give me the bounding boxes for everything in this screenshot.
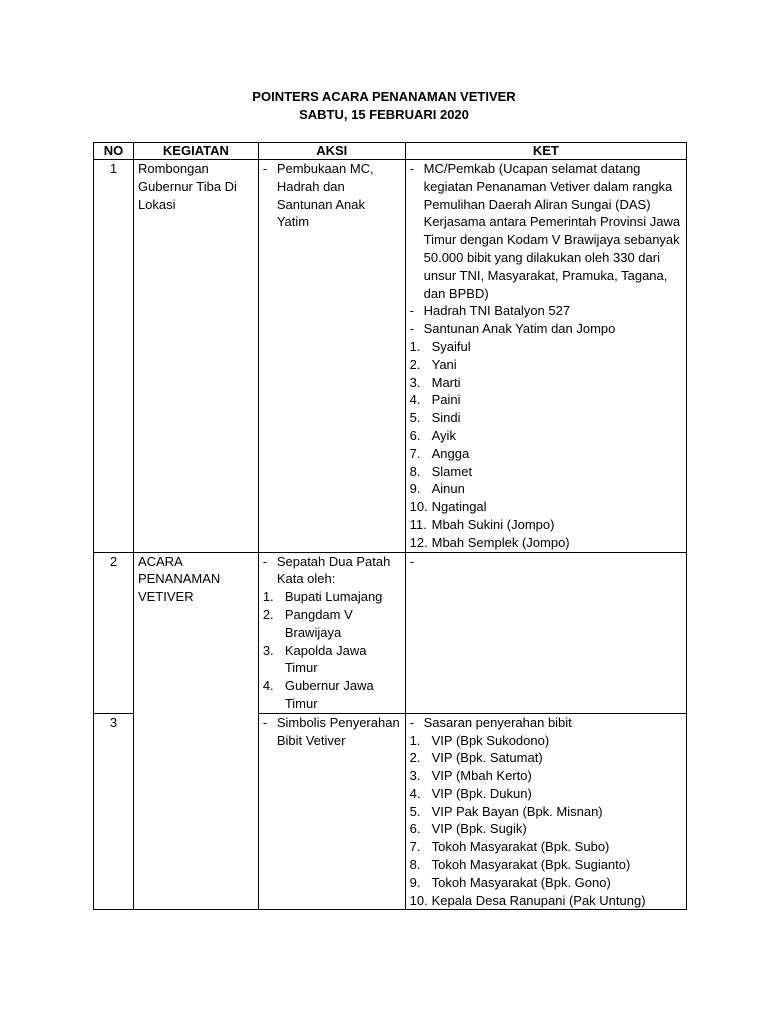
aksi-item (263, 160, 401, 231)
document-title: POINTERS ACARA PENANAMAN VETIVER (252, 89, 516, 104)
ket-item (410, 534, 682, 552)
table-header-row (94, 143, 687, 160)
ket-text: Mbah Sukini (Jompo) (431, 516, 555, 532)
header-ket: KET (405, 143, 686, 160)
cell-no: 3 (94, 713, 134, 910)
cell-aksi (258, 713, 405, 910)
ket-item (410, 803, 682, 821)
list-marker: - (409, 714, 414, 730)
list-marker: 5. (409, 410, 421, 426)
header-no: NO (94, 143, 134, 160)
aksi-item (263, 714, 401, 750)
cell-ket (405, 713, 686, 910)
document-date: SABTU, 15 FEBRUARI 2020 (299, 107, 469, 122)
cell-no: 2 (94, 552, 134, 713)
ket-text: VIP (Bpk Sukodono) (431, 732, 550, 748)
list-marker: 7. (409, 839, 421, 855)
cell-aksi (258, 552, 405, 713)
ket-item (410, 714, 682, 732)
list-marker: 1. (409, 338, 421, 354)
list-marker: 1. (409, 732, 421, 748)
list-marker: 6. (409, 821, 421, 837)
aksi-text: Simbolis Penyerahan Bibit Vetiver (276, 714, 400, 748)
list-marker: 11. (409, 516, 427, 532)
ket-item (410, 302, 682, 320)
ket-text: Sasaran penyerahan bibit (423, 714, 572, 730)
list-marker: - (262, 714, 268, 730)
ket-item (410, 409, 682, 427)
list-marker: 8. (409, 857, 421, 873)
list-marker: 10. (409, 499, 428, 515)
ket-text: Santunan Anak Yatim dan Jompo (423, 321, 616, 337)
ket-text: VIP (Bpk. Sugik) (431, 821, 527, 837)
list-marker: 3. (409, 374, 421, 390)
ket-item (410, 480, 682, 498)
ket-text: Sindi (431, 410, 461, 426)
ket-item (410, 516, 682, 534)
ket-item (410, 767, 682, 785)
cell-ket (405, 552, 686, 713)
ket-text (424, 553, 682, 571)
ket-text: Paini (431, 392, 461, 408)
cell-kegiatan: Rombongan Gubernur Tiba Di Lokasi (133, 160, 258, 553)
aksi-text: Pangdam V Brawijaya (284, 606, 353, 640)
list-marker: 2. (409, 356, 421, 372)
ket-item (410, 892, 682, 910)
list-marker: 3. (409, 768, 421, 784)
aksi-text: Pembukaan MC, Hadrah dan Santunan Anak Yatim (276, 161, 374, 230)
list-marker: 4. (409, 392, 421, 408)
list-marker: 3. (262, 642, 274, 658)
ket-text: Hadrah TNI Batalyon 527 (423, 303, 571, 319)
aksi-item (263, 677, 401, 713)
table-row (94, 160, 687, 553)
list-marker: - (409, 553, 414, 569)
ket-item (410, 732, 682, 750)
ket-text: Tokoh Masyarakat (Bpk. Subo) (431, 839, 610, 855)
list-marker: 4. (409, 785, 421, 801)
list-marker: - (409, 321, 414, 337)
ket-item (410, 320, 682, 338)
ket-text: Angga (431, 445, 470, 461)
ket-text: Slamet (431, 463, 473, 479)
ket-item (410, 160, 682, 302)
ket-text: VIP (Bpk. Dukun) (431, 785, 532, 801)
ket-text: Ayik (431, 427, 456, 443)
ket-item (410, 498, 682, 516)
ket-text: Ainun (431, 481, 465, 497)
ket-text: VIP (Mbah Kerto) (431, 768, 532, 784)
list-marker: 9. (409, 874, 421, 890)
ket-item (410, 427, 682, 445)
aksi-item (263, 588, 401, 606)
list-marker: 5. (409, 803, 421, 819)
ket-item (410, 463, 682, 481)
list-marker: 6. (409, 427, 421, 443)
ket-item (410, 856, 682, 874)
ket-text: MC/Pemkab (Ucapan selamat datang kegiatan Penanaman Vetiver dalam rangka Pemulihan Daerah Aliran Sungai (DAS) Kerjasama antara Pemerintah Provinsi Jawa Timur dengan Kodam V Brawijaya sebanyak 50.000 bibit yang dilakukan oleh 330 dari unsur TNI, Masyarakat, Pramuka, Tagana, dan BPBD) (423, 161, 681, 301)
aksi-item (263, 606, 401, 642)
list-marker: 12. (409, 534, 428, 550)
aksi-text: Gubernur Jawa Timur (284, 678, 374, 711)
ket-text: Mbah Semplek (Jompo) (431, 534, 570, 550)
cell-aksi (258, 160, 405, 553)
ket-text: Yani (431, 356, 457, 372)
ket-item (410, 749, 682, 767)
aksi-item (263, 642, 401, 678)
cell-no: 1 (94, 160, 134, 553)
ket-item (410, 374, 682, 392)
ket-item (410, 785, 682, 803)
list-marker: - (409, 161, 414, 176)
list-marker: 7. (409, 445, 421, 461)
ket-text: Ngatingal (431, 499, 487, 515)
ket-item (410, 874, 682, 892)
ket-item (410, 338, 682, 356)
ket-text: Syaiful (431, 338, 471, 354)
ket-item (410, 356, 682, 374)
cell-ket (405, 160, 686, 553)
ket-item (410, 553, 682, 571)
aksi-item (263, 553, 401, 589)
ket-text: Marti (431, 374, 461, 390)
agenda-table (93, 142, 687, 910)
ket-text: VIP (Bpk. Satumat) (431, 750, 543, 766)
ket-item (410, 838, 682, 856)
ket-item (410, 820, 682, 838)
ket-text: VIP Pak Bayan (Bpk. Misnan) (431, 803, 603, 819)
cell-kegiatan: ACARA PENANAMAN VETIVER (133, 552, 258, 910)
ket-item (410, 391, 682, 409)
list-marker: - (262, 553, 268, 569)
aksi-text: Kapolda Jawa Timur (284, 642, 367, 676)
ket-text: Kepala Desa Ranupani (Pak Untung) (431, 892, 646, 908)
aksi-text: Sepatah Dua Patah Kata oleh: (276, 553, 391, 587)
ket-text: Tokoh Masyarakat (Bpk. Gono) (431, 874, 611, 890)
list-marker: 8. (409, 463, 421, 479)
header-aksi: AKSI (258, 143, 405, 160)
list-marker: 10. (409, 892, 428, 908)
list-marker: 2. (262, 606, 274, 622)
list-marker: 2. (409, 750, 421, 766)
header-kegiatan: KEGIATAN (133, 143, 258, 160)
list-marker: 4. (262, 678, 274, 694)
list-marker: 9. (409, 481, 421, 497)
list-marker: 1. (262, 589, 274, 605)
ket-text: Tokoh Masyarakat (Bpk. Sugianto) (431, 857, 631, 873)
list-marker: - (262, 161, 268, 176)
aksi-text: Bupati Lumajang (284, 589, 383, 605)
table-row (94, 552, 687, 713)
list-marker: - (409, 303, 414, 319)
ket-item (410, 445, 682, 463)
